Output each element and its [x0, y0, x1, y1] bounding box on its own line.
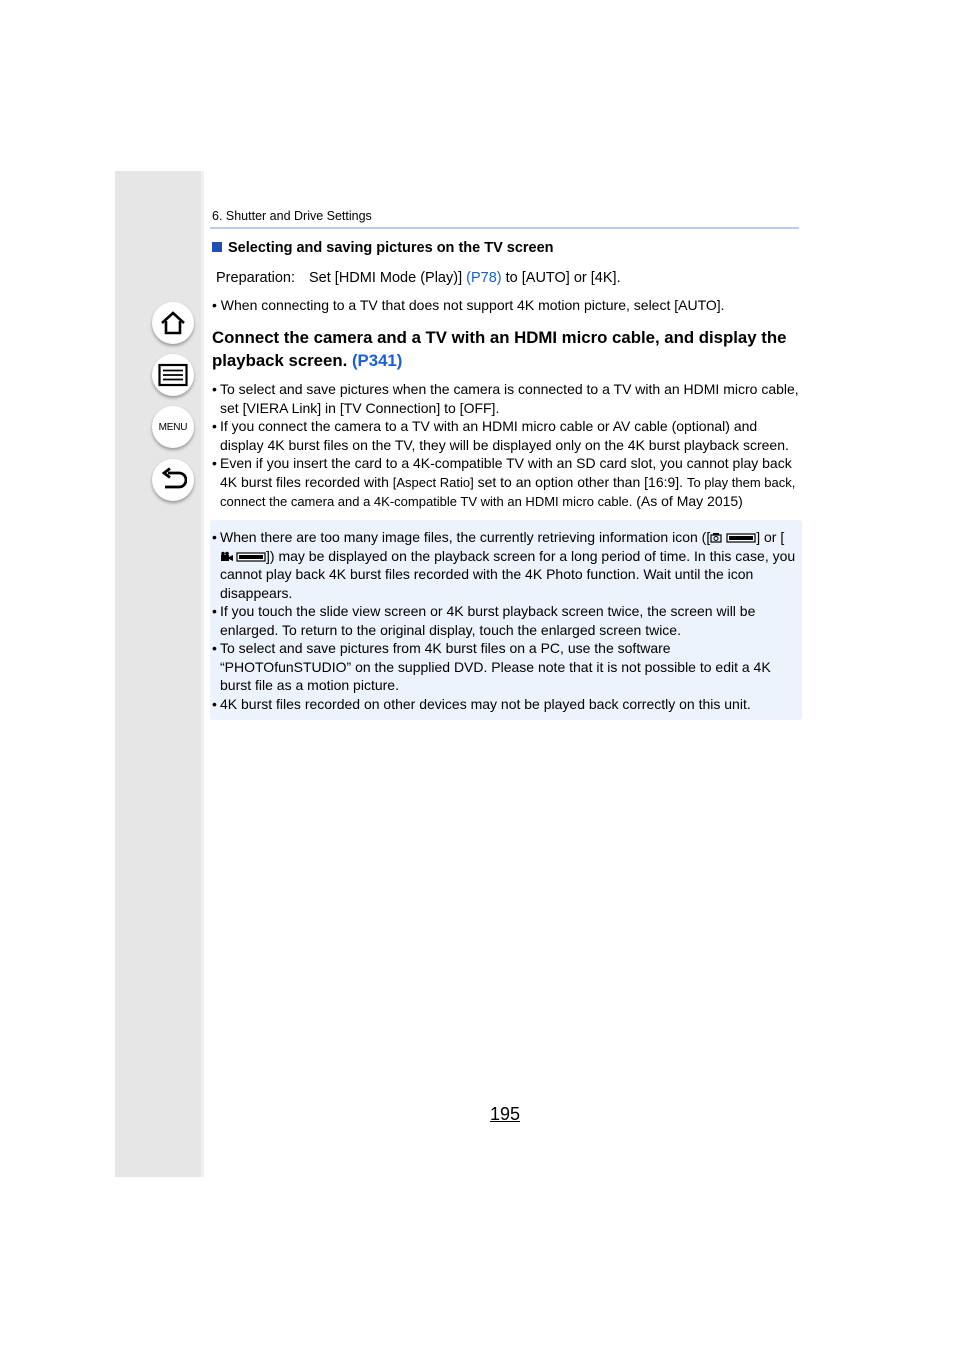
menu-icon: MENU — [158, 421, 188, 433]
back-icon — [159, 467, 187, 493]
section-title — [212, 240, 554, 256]
menu-button[interactable] — [152, 406, 194, 448]
photo-retrieving-icon — [710, 532, 756, 544]
preparation-label: Preparation: — [216, 270, 295, 286]
step-heading — [212, 326, 802, 372]
preparation-text-after: to [AUTO] or [4K]. — [505, 270, 621, 286]
intro-note: • When connecting to a TV that does not support 4K motion picture, select [AUTO]. — [212, 297, 725, 313]
page-number: 195 — [490, 1104, 521, 1124]
list-item: • To select and save pictures from 4K burst files on a PC, use the software “PHOTOfunSTUDIO” on the supplied DVD. Please note that it is not possible to edit a 4K burst file as a motion picture. — [212, 639, 798, 695]
list-item: • Even if you insert the card to a 4K-compatible TV with an SD card slot, you cannot play back 4K burst files recorded with [Aspect Ratio] set to an option other than [16:9]. To play them back, connect the camera and a 4K-compatible TV with an HDMI micro cable. (As of May 2015) — [212, 454, 802, 512]
video-retrieving-icon — [220, 551, 266, 563]
step-heading-link[interactable]: (P341) — [351, 351, 403, 370]
list-item: • To select and save pictures when the camera is connected to a TV with an HDMI micro cable, set [VIERA Link] in [TV Connection] to [OFF]. — [212, 380, 802, 417]
back-button[interactable] — [152, 459, 194, 501]
list-item: • If you connect the camera to a TV with an HDMI micro cable or AV cable (optional) and display 4K burst files on the TV, they will be displayed only on the 4K burst playback screen. — [212, 417, 802, 454]
preparation-link[interactable]: (P78) — [466, 270, 502, 286]
section-marker-icon — [212, 242, 222, 252]
list-item: • 4K burst files recorded on other devices may not be played back correctly on this unit. — [212, 695, 798, 714]
home-button[interactable] — [152, 302, 194, 344]
breadcrumb: 6. Shutter and Drive Settings — [212, 209, 372, 223]
contents-button[interactable] — [152, 354, 194, 396]
list-item: • If you touch the slide view screen or 4K burst playback screen twice, the screen will be enlarged. To return to the original display, touch the enlarged screen twice. — [212, 602, 798, 639]
section-title-text: Selecting and saving pictures on the TV screen — [228, 240, 554, 256]
step-bullets — [212, 380, 802, 512]
contents-list-icon — [158, 363, 188, 387]
list-item: • When there are too many image files, the currently retrieving information icon ([ ] or []) may be displayed on the playback screen for a long period of time. In this case, you cannot play back 4K burst files recorded with the 4K Photo function. Wait until the icon disappears. — [212, 528, 798, 602]
preparation-text: Set [HDMI Mode (Play)] — [309, 270, 463, 286]
header-divider — [210, 227, 799, 229]
notes-list — [212, 528, 798, 713]
sidebar-edge — [201, 171, 204, 1177]
step-heading-text: Connect the camera and a TV with an HDMI micro cable, and display the playback screen. — [212, 328, 787, 370]
preparation-line — [216, 270, 621, 286]
home-icon — [159, 309, 187, 337]
